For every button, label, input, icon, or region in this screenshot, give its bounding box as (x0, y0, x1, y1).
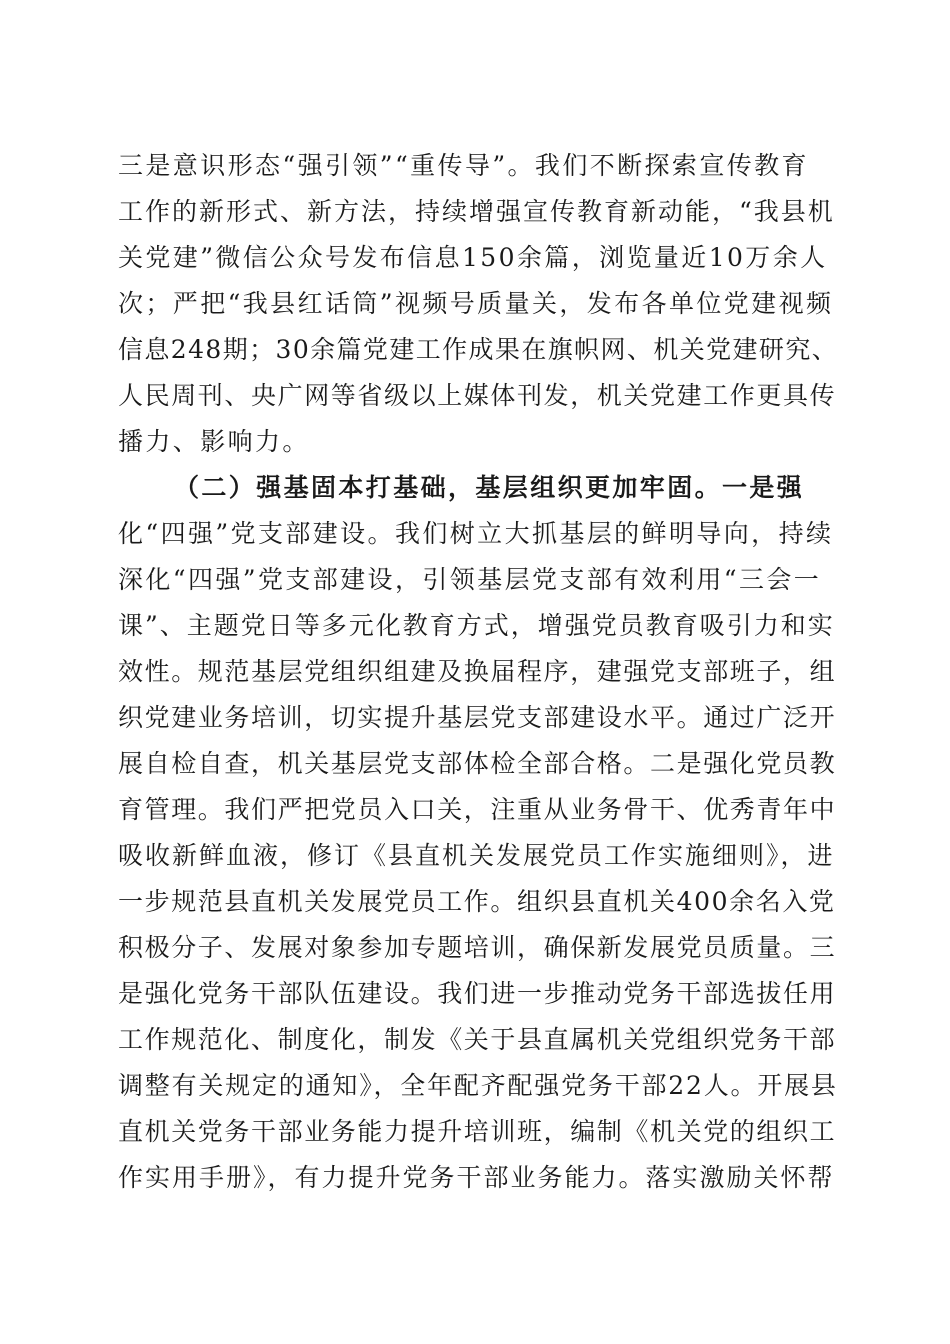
body-text (118, 143, 838, 1201)
text-line: 课”、主题党日等多元化教育方式，增强党员教育吸引力和实 (118, 611, 835, 640)
text-line: 效性。规范基层党组织组建及换届程序，建强党支部班子，组 (118, 657, 837, 686)
text-line: 信息248期；30余篇党建工作成果在旗帜网、机关党建研究、 (118, 335, 839, 364)
text-line: 育管理。我们严把党员入口关，注重从业务骨干、优秀青年中 (118, 795, 837, 824)
section-heading-line: （二）强基固本打基础，基层组织更加牢固。一是强 (174, 473, 805, 502)
text-line: 一步规范县直机关发展党员工作。组织县直机关400余名入党 (118, 887, 836, 916)
text-line: 直机关党务干部业务能力提升培训班，编制《机关党的组织工 (118, 1117, 837, 1146)
text-line: 积极分子、发展对象参加专题培训，确保新发展党员质量。三 (118, 933, 837, 962)
text-line: 次；严把“我县红话筒”视频号质量关，发布各单位党建视频 (118, 289, 834, 318)
text-line: 吸收新鲜血液，修订《县直机关发展党员工作实施细则》，进 (118, 841, 835, 870)
text-line: 播力、影响力。 (118, 427, 310, 456)
text-line: 三是意识形态“强引领”“重传导”。我们不断探索宣传教育 (118, 151, 809, 180)
text-line: 工作的新形式、新方法，持续增强宣传教育新动能，“我县机 (118, 197, 835, 226)
text-line: 深化“四强”党支部建设，引领基层党支部有效利用“三会一 (118, 565, 822, 594)
text-line: 展自检自查，机关基层党支部体检全部合格。二是强化党员教 (118, 749, 837, 778)
text-line: 工作规范化、制度化，制发《关于县直属机关党组织党务干部 (118, 1025, 837, 1054)
text-line: 作实用手册》，有力提升党务干部业务能力。落实激励关怀帮 (118, 1163, 835, 1192)
text-line: 化“四强”党支部建设。我们树立大抓基层的鲜明导向，持续 (118, 519, 834, 548)
text-line: 织党建业务培训，切实提升基层党支部建设水平。通过广泛开 (118, 703, 837, 732)
text-line: 人民周刊、央广网等省级以上媒体刊发，机关党建工作更具传 (118, 381, 837, 410)
text-line: 是强化党务干部队伍建设。我们进一步推动党务干部选拔任用 (118, 979, 837, 1008)
text-line: 关党建”微信公众号发布信息150余篇，浏览量近10万余人 (118, 243, 828, 272)
text-line: 调整有关规定的通知》，全年配齐配强党务干部22人。开展县 (118, 1071, 838, 1100)
